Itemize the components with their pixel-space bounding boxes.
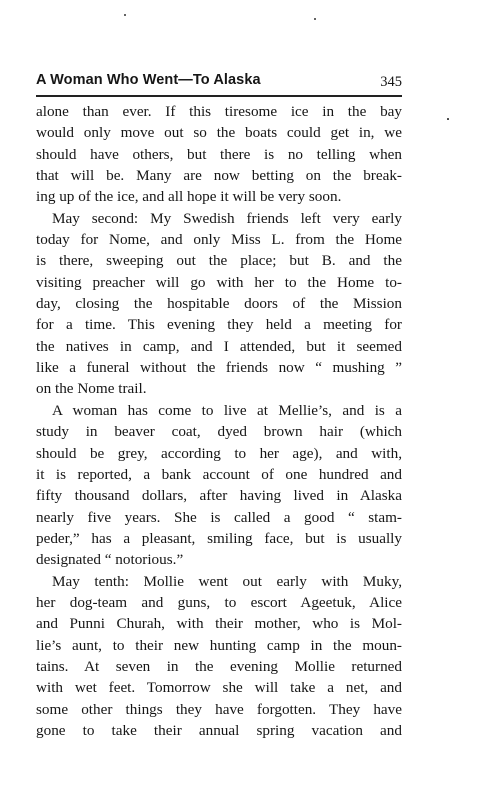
text-line: with wet feet. Tomorrow she will take a net, and: [36, 679, 402, 697]
text-line: some other things they have forgotten. They have: [36, 700, 402, 718]
page-number: 345: [380, 74, 402, 90]
running-title: A Woman Who Went—To Alaska: [36, 72, 261, 88]
text-line: and Punni Churah, with their mother, who is Mol-: [36, 615, 402, 633]
text-line: day, closing the hospitable doors of the Mission: [36, 295, 402, 313]
text-line: her dog-team and guns, to escort Ageetuk, Alice: [36, 593, 402, 611]
text-line: is there, sweeping out the place; but B. and the: [36, 252, 402, 270]
print-speck: [314, 18, 316, 20]
text-line: fifty thousand dollars, after having lived in Alaska: [36, 487, 402, 505]
text-line: would only move out so the boats could get in, we: [36, 124, 402, 142]
body-text: [36, 101, 402, 741]
running-head: [36, 72, 402, 92]
text-line: visiting preacher will go with her to the Home to-: [36, 273, 402, 291]
text-line: lie’s aunt, to their new hunting camp in the moun-: [36, 636, 402, 654]
text-line: nearly five years. She is called a good “ stam-: [36, 508, 402, 526]
text-line: should have others, but there is no telling when: [36, 145, 402, 163]
header-rule: [36, 95, 402, 97]
text-line: today for Nome, and only Miss L. from the Home: [36, 231, 402, 249]
text-line: A woman has come to live at Mellie’s, and is a: [52, 401, 402, 419]
text-line: on the Nome trail.: [36, 380, 147, 398]
text-line: peder,” has a pleasant, smiling face, but is usually: [36, 529, 402, 547]
text-line: May second: My Swedish friends left very early: [52, 209, 402, 227]
text-line: designated “ notorious.”: [36, 551, 184, 569]
text-line: should be grey, according to her age), and with,: [36, 444, 402, 462]
text-line: like a funeral without the friends now “ mushing ”: [36, 359, 402, 377]
text-line: for a time. This evening they held a meeting for: [36, 316, 402, 334]
text-line: gone to take their annual spring vacation and: [36, 721, 402, 739]
text-line: tains. At seven in the evening Mollie returned: [36, 657, 402, 675]
text-line: it is reported, a bank account of one hundred and: [36, 465, 402, 483]
print-speck: [447, 118, 449, 120]
text-line: alone than ever. If this tiresome ice in the bay: [36, 103, 402, 120]
text-line: study in beaver coat, dyed brown hair (which: [36, 423, 402, 441]
text-line: May tenth: Mollie went out early with Muky,: [52, 572, 402, 590]
print-speck: [124, 14, 126, 16]
text-line: that will be. Many are now betting on the break-: [36, 167, 402, 185]
text-line: ing up of the ice, and all hope it will be very soon.: [36, 188, 342, 206]
text-line: the natives in camp, and I attended, but it seemed: [36, 337, 402, 355]
